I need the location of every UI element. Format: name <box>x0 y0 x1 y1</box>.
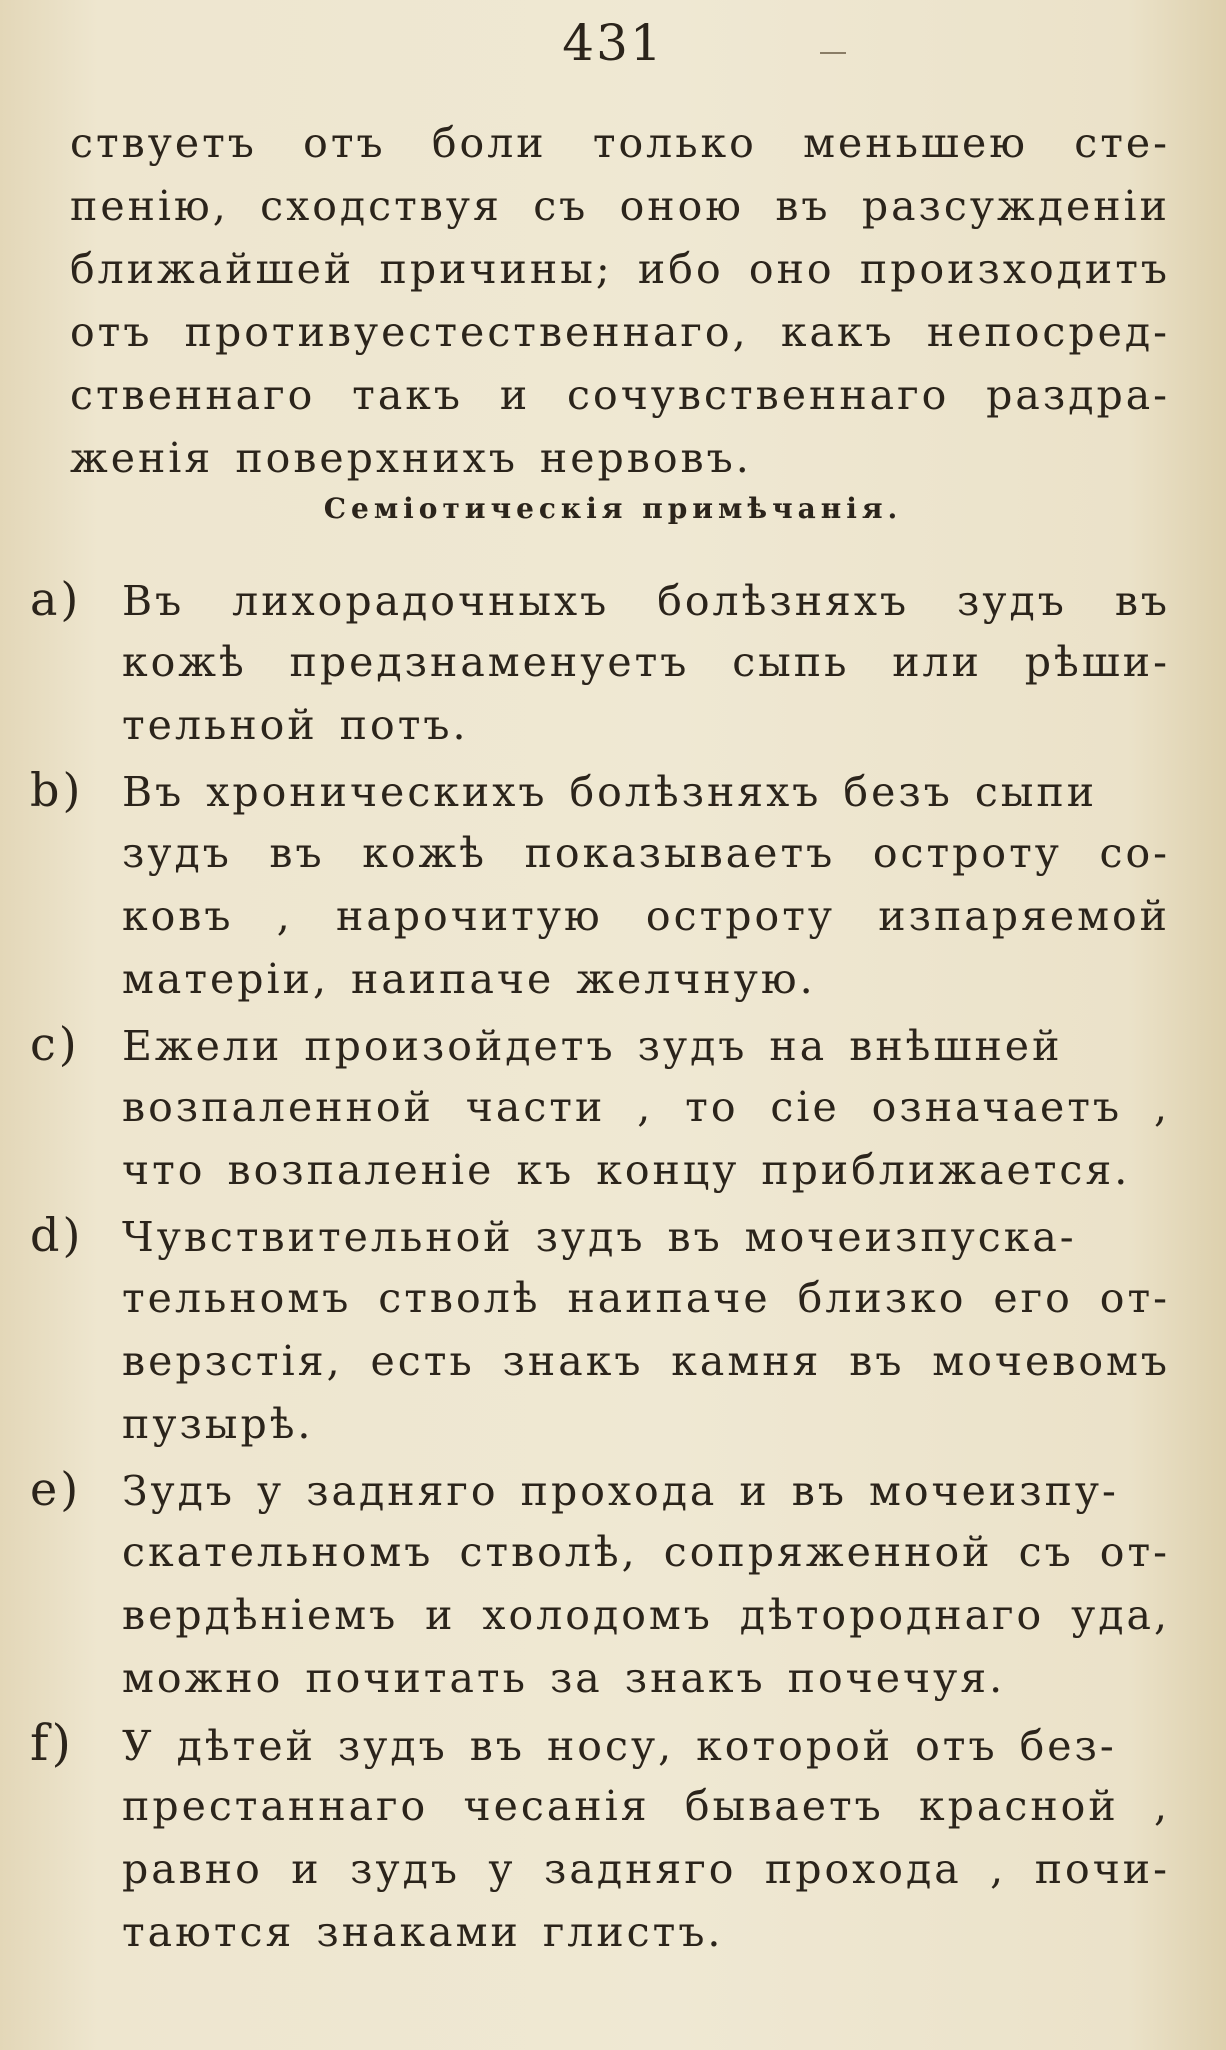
text-line: ствуетъ отъ боли только меньшею сте- <box>70 119 1170 167</box>
note-line: равно и зудъ у задняго прохода , почи- <box>122 1845 1170 1893</box>
note-marker: a) <box>30 572 82 626</box>
note-marker: b) <box>30 763 84 817</box>
note-line: ковъ , нарочитую остроту изпаряемой <box>122 892 1170 940</box>
note-marker: c) <box>30 1017 80 1071</box>
section-heading: Семіотическія примѣчанія. <box>323 492 903 525</box>
note-line: Ежели произойдетъ зудъ на внѣшней <box>122 1022 1063 1070</box>
note-item <box>30 1013 1170 1202</box>
note-marker: d) <box>30 1208 84 1262</box>
note-line: таются знаками глистъ. <box>122 1908 724 1956</box>
text-line: ближайшей причины; ибо оно произходитъ <box>70 245 1170 293</box>
text-line: пенію, сходствуя съ оною въ разсужденіи <box>70 182 1170 230</box>
text-line: отъ противуестественнаго, какъ непосред- <box>70 308 1170 356</box>
note-line: вердѣніемъ и холодомъ дѣтороднаго уда, <box>122 1591 1170 1639</box>
note-line: У дѣтей зудъ въ носу, которой отъ без- <box>122 1722 1117 1770</box>
note-line: тельномъ стволѣ наипаче близко его от- <box>122 1274 1170 1322</box>
note-line: возпаленной части , то сіе означаетъ , <box>122 1083 1170 1131</box>
note-line: верзстія, есть знакъ камня въ мочевомъ <box>122 1337 1170 1385</box>
note-line: скательномъ стволѣ, сопряженной съ от- <box>122 1528 1170 1576</box>
note-item <box>30 759 1170 1011</box>
text-line: ственнаго такъ и сочувственнаго раздра- <box>70 371 1170 419</box>
intro-paragraph <box>70 112 1170 490</box>
text-line: женія поверхнихъ нервовъ. <box>70 434 752 482</box>
note-line: что возпаленіе къ концу приближается. <box>122 1146 1131 1194</box>
note-line: престаннаго чесанія бываетъ красной , <box>122 1782 1170 1830</box>
notes-list <box>30 568 1170 1966</box>
note-line: можно почитать за знакъ почечуя. <box>122 1654 1006 1702</box>
note-line: тельной потъ. <box>122 701 469 749</box>
note-line: зудъ въ кожѣ показываетъ остроту со- <box>122 829 1170 877</box>
note-item <box>30 568 1170 757</box>
note-item <box>30 1712 1170 1964</box>
note-marker: f) <box>30 1714 75 1772</box>
note-line: Чувствительной зудъ въ мочеизпуска- <box>122 1213 1077 1261</box>
note-line: матеріи, наипаче желчную. <box>122 955 816 1003</box>
note-line: Зудъ у задняго прохода и въ мочеизпу- <box>122 1467 1119 1515</box>
note-line: пузырѣ. <box>122 1400 314 1448</box>
page-mark <box>820 52 846 54</box>
note-line: кожѣ предзнаменуетъ сыпь или рѣши- <box>122 638 1170 686</box>
page-number: 431 <box>562 14 664 72</box>
note-line: Въ лихорадочныхъ болѣзняхъ зудъ въ <box>122 577 1170 625</box>
note-line: Въ хроническихъ болѣзняхъ безъ сыпи <box>122 768 1098 816</box>
note-item <box>30 1458 1170 1710</box>
note-marker: e) <box>30 1462 82 1516</box>
note-item <box>30 1204 1170 1456</box>
